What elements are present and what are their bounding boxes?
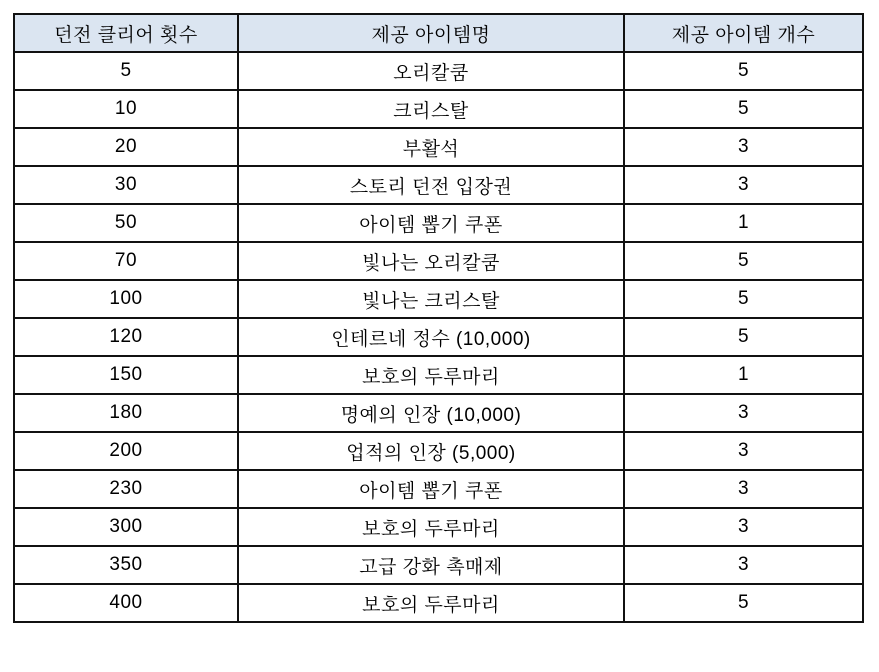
cell-item-name: 빛나는 크리스탈 xyxy=(238,280,624,318)
cell-item-name: 아이템 뽑기 쿠폰 xyxy=(238,470,624,508)
table-header xyxy=(14,14,863,52)
table-row xyxy=(14,242,863,280)
cell-item-name: 업적의 인장 (5,000) xyxy=(238,432,624,470)
cell-item-name: 빛나는 오리칼쿰 xyxy=(238,242,624,280)
cell-item-count: 3 xyxy=(624,432,863,470)
cell-item-name: 스토리 던전 입장권 xyxy=(238,166,624,204)
header-clear-count: 던전 클리어 횟수 xyxy=(14,14,238,52)
cell-item-count: 1 xyxy=(624,356,863,394)
cell-item-count: 3 xyxy=(624,166,863,204)
cell-item-count: 5 xyxy=(624,52,863,90)
cell-item-count: 3 xyxy=(624,394,863,432)
cell-clear-count: 70 xyxy=(14,242,238,280)
cell-item-count: 5 xyxy=(624,242,863,280)
cell-item-count: 3 xyxy=(624,546,863,584)
header-item-name: 제공 아이템명 xyxy=(238,14,624,52)
cell-item-name: 오리칼쿰 xyxy=(238,52,624,90)
cell-item-count: 3 xyxy=(624,470,863,508)
cell-item-name: 부활석 xyxy=(238,128,624,166)
table-body xyxy=(14,52,863,622)
table-row xyxy=(14,508,863,546)
cell-item-count: 3 xyxy=(624,128,863,166)
cell-clear-count: 350 xyxy=(14,546,238,584)
cell-item-name: 고급 강화 촉매제 xyxy=(238,546,624,584)
dungeon-clear-reward-table xyxy=(13,13,864,623)
table-row xyxy=(14,584,863,622)
table-row xyxy=(14,280,863,318)
table-row xyxy=(14,356,863,394)
header-row xyxy=(14,14,863,52)
cell-item-name: 크리스탈 xyxy=(238,90,624,128)
table-row xyxy=(14,432,863,470)
cell-item-name: 아이템 뽑기 쿠폰 xyxy=(238,204,624,242)
cell-clear-count: 5 xyxy=(14,52,238,90)
header-item-count: 제공 아이템 개수 xyxy=(624,14,863,52)
cell-item-count: 5 xyxy=(624,280,863,318)
table-row xyxy=(14,204,863,242)
cell-clear-count: 400 xyxy=(14,584,238,622)
cell-clear-count: 20 xyxy=(14,128,238,166)
cell-item-name: 보호의 두루마리 xyxy=(238,508,624,546)
cell-item-name: 명예의 인장 (10,000) xyxy=(238,394,624,432)
table-row xyxy=(14,90,863,128)
cell-clear-count: 150 xyxy=(14,356,238,394)
cell-item-count: 5 xyxy=(624,318,863,356)
cell-item-name: 보호의 두루마리 xyxy=(238,584,624,622)
table-row xyxy=(14,318,863,356)
cell-item-name: 인테르네 정수 (10,000) xyxy=(238,318,624,356)
cell-clear-count: 120 xyxy=(14,318,238,356)
table-row xyxy=(14,470,863,508)
table-row xyxy=(14,166,863,204)
cell-clear-count: 180 xyxy=(14,394,238,432)
cell-clear-count: 100 xyxy=(14,280,238,318)
cell-item-count: 5 xyxy=(624,90,863,128)
table-row xyxy=(14,52,863,90)
cell-item-count: 1 xyxy=(624,204,863,242)
cell-clear-count: 30 xyxy=(14,166,238,204)
cell-item-count: 3 xyxy=(624,508,863,546)
cell-item-name: 보호의 두루마리 xyxy=(238,356,624,394)
cell-item-count: 5 xyxy=(624,584,863,622)
cell-clear-count: 200 xyxy=(14,432,238,470)
cell-clear-count: 10 xyxy=(14,90,238,128)
cell-clear-count: 300 xyxy=(14,508,238,546)
table-row xyxy=(14,128,863,166)
table-row xyxy=(14,394,863,432)
cell-clear-count: 230 xyxy=(14,470,238,508)
cell-clear-count: 50 xyxy=(14,204,238,242)
table-row xyxy=(14,546,863,584)
